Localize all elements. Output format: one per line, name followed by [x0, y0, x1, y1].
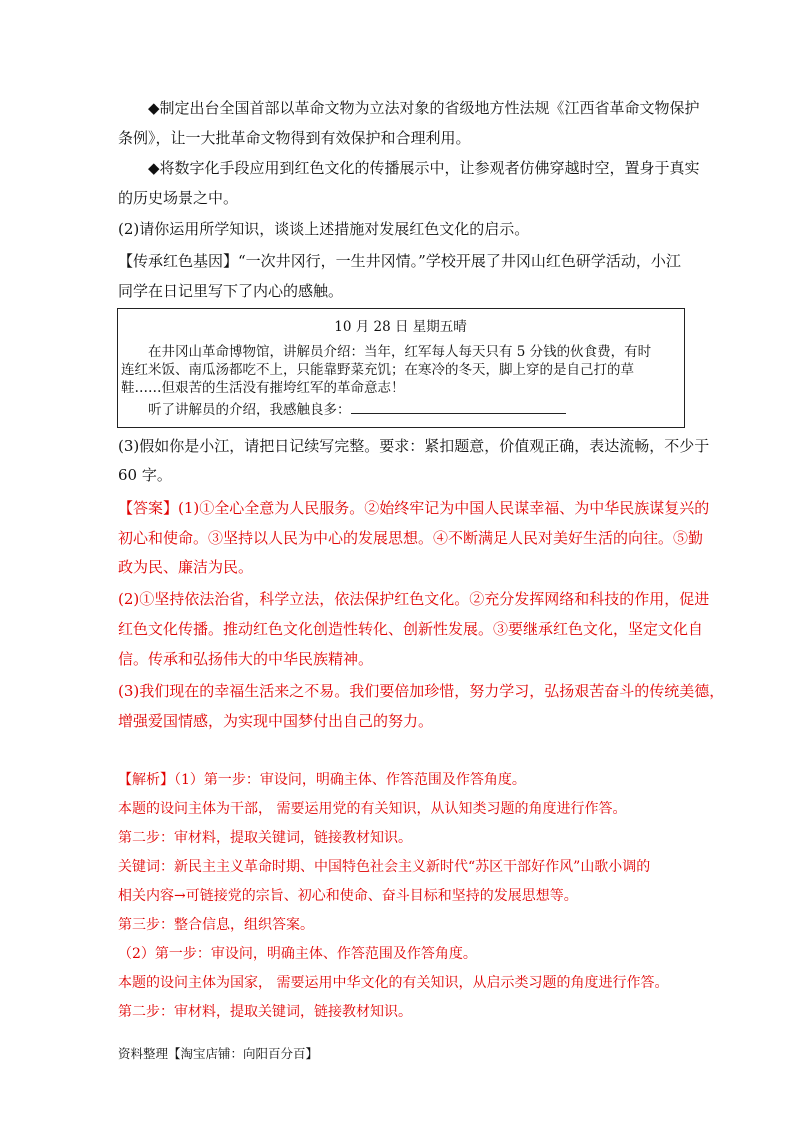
diary-prompt-row — [148, 401, 566, 419]
analysis-line-3: 第二步：审材料，提取关键词，链接教材知识。 — [118, 830, 412, 846]
diary-line-3: 鞋……但艰苦的生活没有摧垮红军的革命意志！ — [121, 380, 405, 396]
answer-line-8: 增强爱国情感，为实现中国梦付出自己的努力。 — [118, 712, 434, 730]
measure-2-line-2: 的历史场景之中。 — [118, 189, 239, 207]
answer-line-4: (2)①坚持依法治省，科学立法，依法保护红色文化。②充分发挥网络和科技的作用，促进 — [118, 590, 710, 608]
page-footer: 资料整理【淘宝店铺：向阳百分百】 — [118, 1046, 319, 1061]
answer-line-5: 红色文化传播。推动红色文化创造性转化、创新性发展。③要继承红色文化，坚定文化自 — [118, 620, 704, 638]
diary-date: 10 月 28 日 星期五晴 — [334, 319, 467, 335]
analysis-line-1-text: 【解析】（1）第一步：审设问，明确主体、作答范围及作答角度。 — [118, 772, 526, 788]
analysis-line-6: 第三步：整合信息，组织答案。 — [118, 917, 314, 933]
answer-line-6: 信。传承和弘扬伟大的中华民族精神。 — [118, 650, 374, 668]
answer-line-7: (3)我们现在的幸福生活来之不易。我们要倍加珍惜，努力学习，弘扬艰苦奋斗的传统美德， — [118, 682, 725, 700]
analysis-line-7: （2）第一步：审设问，明确主体、作答范围及作答角度。 — [118, 946, 477, 962]
question-3-line-1: (3)假如你是小江，请把日记续写完整。要求：紧扣题意，价值观正确，表达流畅，不少于 — [118, 437, 710, 455]
diary-line-2: 连红米饭、南瓜汤都吃不上，只能靠野菜充饥；在寒冷的冬天，脚上穿的是自己打的草 — [121, 362, 634, 378]
answer-line-2: 初心和使命。③坚持以人民为中心的发展思想。④不断满足人民对美好生活的向往。⑤勤 — [118, 529, 704, 547]
analysis-line-4: 关键词：新民主主义革命时期、中国特色社会主义新时代“苏区干部好作风”山歌小调的 — [118, 859, 651, 875]
section-intro-line-1: 【传承红色基因】“一次井冈行，一生井冈情。”学校开展了井冈山红色研学活动，小江 — [118, 252, 681, 270]
analysis-line-8: 本题的设问主体为国家， 需要运用中华文化的有关知识，从启示类习题的角度进行作答。 — [118, 975, 669, 991]
diary-answer-blank[interactable] — [351, 401, 566, 414]
analysis-line-2: 本题的设问主体为干部， 需要运用党的有关知识，从认知类习题的角度进行作答。 — [118, 801, 627, 817]
measure-1-line-2: 条例》，让一大批革命文物得到有效保护和合理利用。 — [118, 129, 471, 147]
analysis-line-1 — [118, 770, 688, 790]
diary-prompt: 听了讲解员的介绍，我感触良多： — [148, 402, 351, 418]
diary-box — [117, 308, 685, 428]
section-intro-line-2: 同学在日记里写下了内心的感触。 — [118, 282, 344, 300]
measure-1-line-1: ◆制定出台全国首部以革命文物为立法对象的省级地方性法规《江西省革命文物保护 — [148, 99, 700, 117]
question-2: (2)请你运用所学知识，谈谈上述措施对发展红色文化的启示。 — [118, 220, 530, 238]
measure-2-line-1: ◆将数字化手段应用到红色文化的传播展示中，让参观者仿佛穿越时空，置身于真实 — [148, 159, 700, 177]
answer-line-1: 【答案】(1)①全心全意为人民服务。②始终牢记为中国人民谋幸福、为中华民族谋复兴的 — [118, 499, 710, 517]
analysis-line-9: 第二步：审材料，提取关键词，链接教材知识。 — [118, 1004, 412, 1020]
answer-line-3: 政为民、廉洁为民。 — [118, 558, 254, 576]
diary-line-1: 在井冈山革命博物馆，讲解员介绍：当年，红军每人每天只有 5 分钱的伙食费，有时 — [148, 344, 652, 360]
analysis-line-5: 相关内容→可链接党的宗旨、初心和使命、奋斗目标和坚持的发展思想等。 — [118, 888, 578, 904]
question-3-line-2: 60 字。 — [118, 466, 172, 484]
